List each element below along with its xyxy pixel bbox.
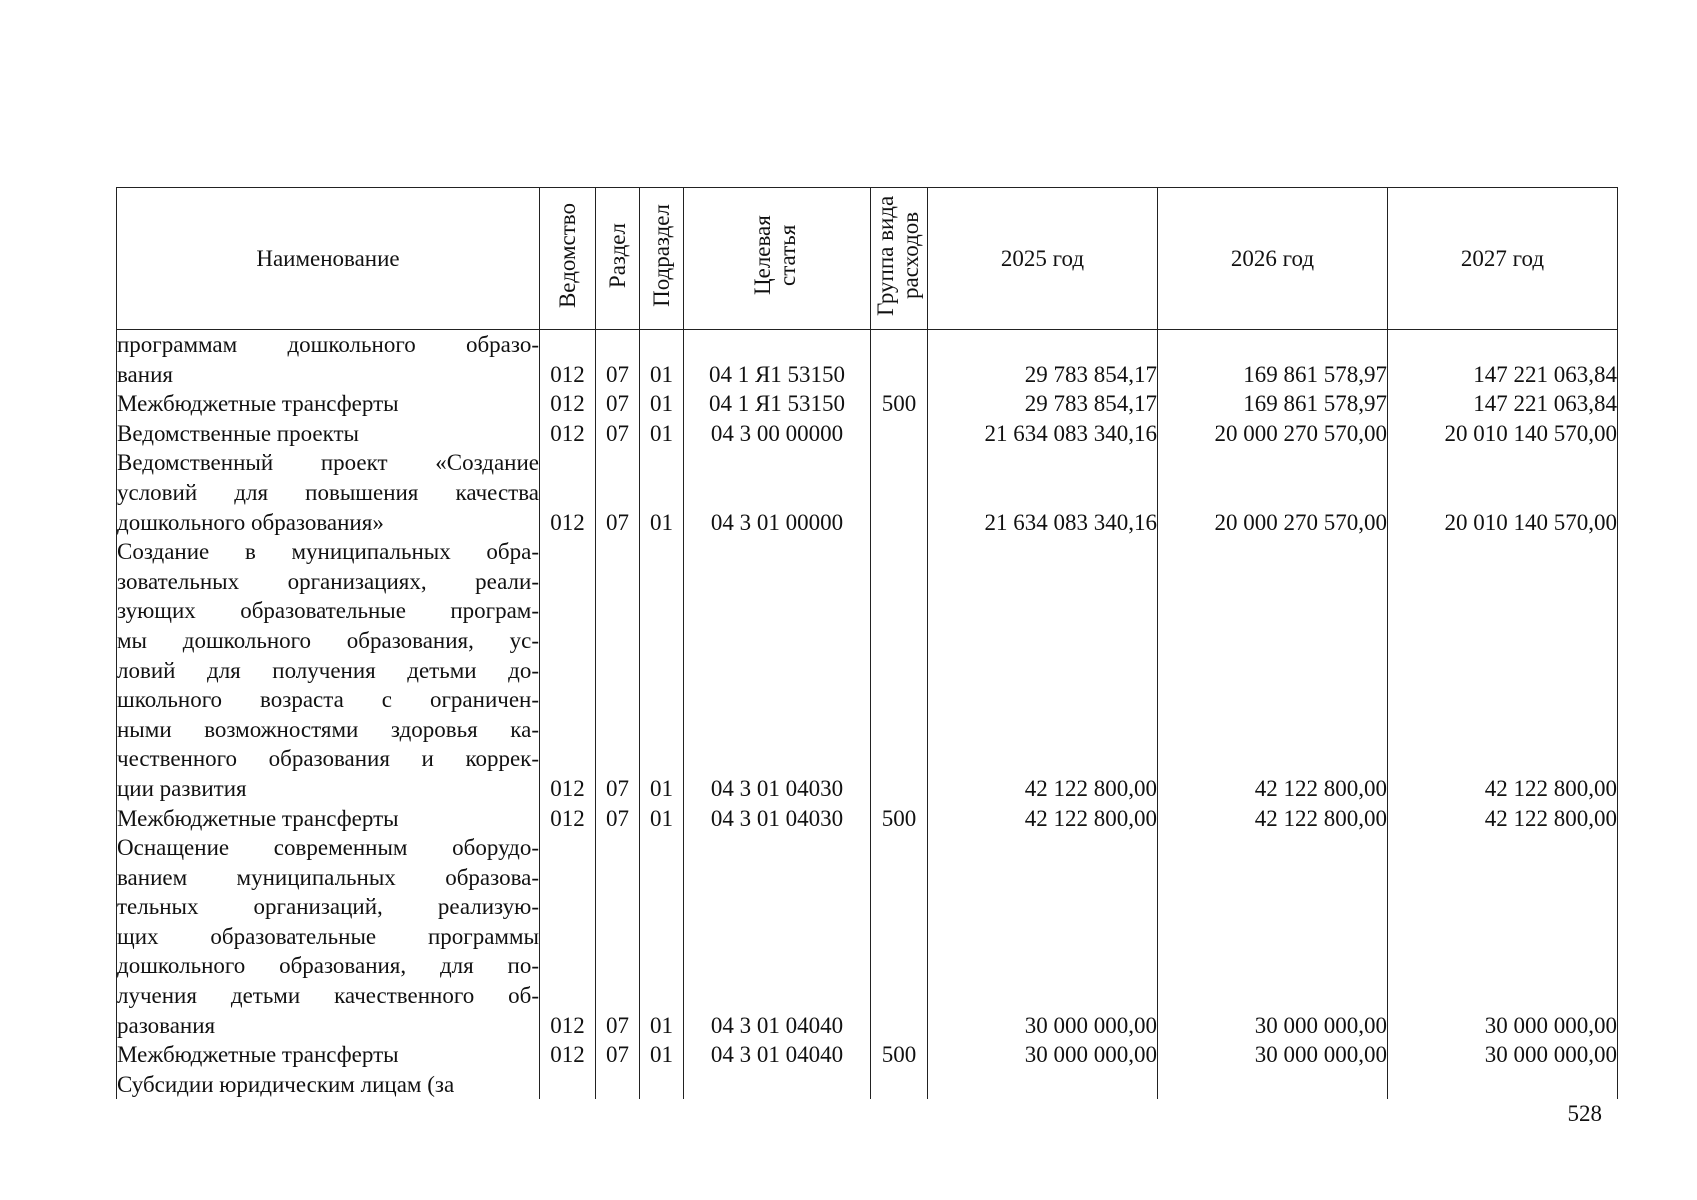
cell-2026: 42 122 800,00 [1158, 537, 1388, 803]
name-line: тельных организаций, реализую- [117, 894, 539, 920]
name-line: условий для повышения качества [117, 479, 539, 505]
cell-2025: 29 783 854,17 [928, 389, 1158, 419]
table-row [117, 804, 1618, 834]
cell-podrazdel: 01 [640, 448, 684, 537]
table-row [117, 1070, 1618, 1100]
table-row [117, 389, 1618, 419]
cell-vedomstvo [540, 1070, 596, 1100]
cell-2026: 169 861 578,97 [1158, 389, 1388, 419]
cell-2026: 20 000 270 570,00 [1158, 448, 1388, 537]
cell-podrazdel: 01 [640, 419, 684, 449]
table-row [117, 1040, 1618, 1070]
name-line: Оснащение современным оборудо- [117, 835, 539, 861]
name-line: вания [117, 361, 173, 387]
cell-name [117, 389, 540, 419]
cell-target-article: 04 1 Я1 53150 [684, 389, 871, 419]
cell-target-article: 04 1 Я1 53150 [684, 330, 871, 390]
cell-2026 [1158, 1070, 1388, 1100]
cell-2026: 30 000 000,00 [1158, 1040, 1388, 1070]
header-2027: 2027 год [1388, 188, 1618, 330]
cell-name [117, 448, 540, 537]
budget-table [116, 187, 1618, 1099]
cell-name [117, 833, 540, 1040]
header-razdel: Раздел [596, 188, 640, 330]
cell-razdel: 07 [596, 804, 640, 834]
cell-2025: 21 634 083 340,16 [928, 448, 1158, 537]
cell-podrazdel: 01 [640, 804, 684, 834]
name-line: Межбюджетные трансферты [117, 391, 399, 417]
name-line: зующих образовательные програм- [117, 598, 539, 624]
cell-name [117, 537, 540, 803]
table-row [117, 448, 1618, 537]
cell-2025: 42 122 800,00 [928, 804, 1158, 834]
cell-vedomstvo: 012 [540, 419, 596, 449]
cell-name [117, 804, 540, 834]
name-line: Межбюджетные трансферты [117, 805, 399, 831]
cell-expense-group: 500 [871, 804, 928, 834]
name-line: зовательных организациях, реали- [117, 568, 539, 594]
name-line: Создание в муниципальных обра- [117, 539, 539, 565]
cell-target-article: 04 3 01 00000 [684, 448, 871, 537]
name-line: разования [117, 1012, 216, 1038]
cell-vedomstvo: 012 [540, 804, 596, 834]
cell-expense-group [871, 1070, 928, 1100]
cell-razdel: 07 [596, 330, 640, 390]
cell-razdel: 07 [596, 448, 640, 537]
cell-2026: 30 000 000,00 [1158, 833, 1388, 1040]
cell-vedomstvo: 012 [540, 448, 596, 537]
cell-2027: 42 122 800,00 [1388, 804, 1618, 834]
cell-2027 [1388, 1070, 1618, 1100]
page-number: 528 [1567, 1101, 1602, 1126]
cell-podrazdel: 01 [640, 1040, 684, 1070]
cell-razdel: 07 [596, 1040, 640, 1070]
cell-target-article: 04 3 01 04030 [684, 804, 871, 834]
cell-2027: 20 010 140 570,00 [1388, 419, 1618, 449]
cell-vedomstvo: 012 [540, 833, 596, 1040]
name-line: программам дошкольного образо- [117, 332, 539, 357]
name-line: ванием муниципальных образова- [117, 864, 539, 890]
cell-2025: 30 000 000,00 [928, 833, 1158, 1040]
cell-2027: 147 221 063,84 [1388, 389, 1618, 419]
cell-2026: 169 861 578,97 [1158, 330, 1388, 390]
cell-expense-group: 500 [871, 389, 928, 419]
name-line: чественного образования и коррек- [117, 746, 539, 772]
cell-2026: 20 000 270 570,00 [1158, 419, 1388, 449]
cell-razdel: 07 [596, 537, 640, 803]
header-podrazdel: Подраздел [640, 188, 684, 330]
cell-podrazdel: 01 [640, 833, 684, 1040]
cell-expense-group [871, 537, 928, 803]
cell-vedomstvo: 012 [540, 330, 596, 390]
header-2025: 2025 год [928, 188, 1158, 330]
cell-target-article [684, 1070, 871, 1100]
cell-vedomstvo: 012 [540, 1040, 596, 1070]
cell-2027: 147 221 063,84 [1388, 330, 1618, 390]
cell-expense-group [871, 419, 928, 449]
cell-target-article: 04 3 01 04030 [684, 537, 871, 803]
name-line: мы дошкольного образования, ус- [117, 627, 539, 653]
name-line: Межбюджетные трансферты [117, 1042, 399, 1068]
cell-target-article: 04 3 00 00000 [684, 419, 871, 449]
cell-vedomstvo: 012 [540, 537, 596, 803]
header-2026: 2026 год [1158, 188, 1388, 330]
name-line: ловий для получения детьми до- [117, 657, 539, 683]
cell-target-article: 04 3 01 04040 [684, 1040, 871, 1070]
table-row [117, 419, 1618, 449]
name-line: Ведомственные проекты [117, 420, 359, 446]
cell-expense-group [871, 833, 928, 1040]
cell-2025: 21 634 083 340,16 [928, 419, 1158, 449]
table-body [117, 330, 1618, 1100]
cell-razdel: 07 [596, 833, 640, 1040]
cell-podrazdel: 01 [640, 389, 684, 419]
table-row [117, 833, 1618, 1040]
cell-vedomstvo: 012 [540, 389, 596, 419]
cell-razdel [596, 1070, 640, 1100]
name-line: лучения детьми качественного об- [117, 983, 539, 1009]
cell-2025: 42 122 800,00 [928, 537, 1158, 803]
cell-2025: 30 000 000,00 [928, 1040, 1158, 1070]
cell-2025: 29 783 854,17 [928, 330, 1158, 390]
cell-2026: 42 122 800,00 [1158, 804, 1388, 834]
name-line: дошкольного образования» [117, 509, 384, 535]
name-line: щих образовательные программы [117, 923, 539, 949]
cell-2027: 42 122 800,00 [1388, 537, 1618, 803]
cell-name [117, 419, 540, 449]
table-row [117, 330, 1618, 390]
cell-podrazdel: 01 [640, 537, 684, 803]
cell-2027: 30 000 000,00 [1388, 833, 1618, 1040]
cell-name [117, 330, 540, 390]
name-line: Ведомственный проект «Создание [117, 450, 539, 476]
header-name: Наименование [117, 188, 540, 330]
cell-razdel: 07 [596, 419, 640, 449]
cell-2027: 30 000 000,00 [1388, 1040, 1618, 1070]
header-target-article: Целевая статья [684, 188, 871, 330]
cell-podrazdel [640, 1070, 684, 1100]
name-line: ции развития [117, 775, 247, 801]
table-row [117, 537, 1618, 803]
cell-2025 [928, 1070, 1158, 1100]
header-expense-group: Группа вида расходов [871, 188, 928, 330]
header-vedomstvo: Ведомство [540, 188, 596, 330]
cell-razdel: 07 [596, 389, 640, 419]
cell-expense-group [871, 448, 928, 537]
cell-expense-group [871, 330, 928, 390]
cell-name [117, 1070, 540, 1100]
name-line: ными возможностями здоровья ка- [117, 716, 539, 742]
cell-name [117, 1040, 540, 1070]
table-header-row [117, 188, 1618, 330]
name-line: Субсидии юридическим лицам (за [117, 1071, 455, 1097]
cell-2027: 20 010 140 570,00 [1388, 448, 1618, 537]
cell-target-article: 04 3 01 04040 [684, 833, 871, 1040]
cell-podrazdel: 01 [640, 330, 684, 390]
name-line: школьного возраста с ограничен- [117, 687, 539, 713]
cell-expense-group: 500 [871, 1040, 928, 1070]
name-line: дошкольного образования, для по- [117, 953, 539, 979]
